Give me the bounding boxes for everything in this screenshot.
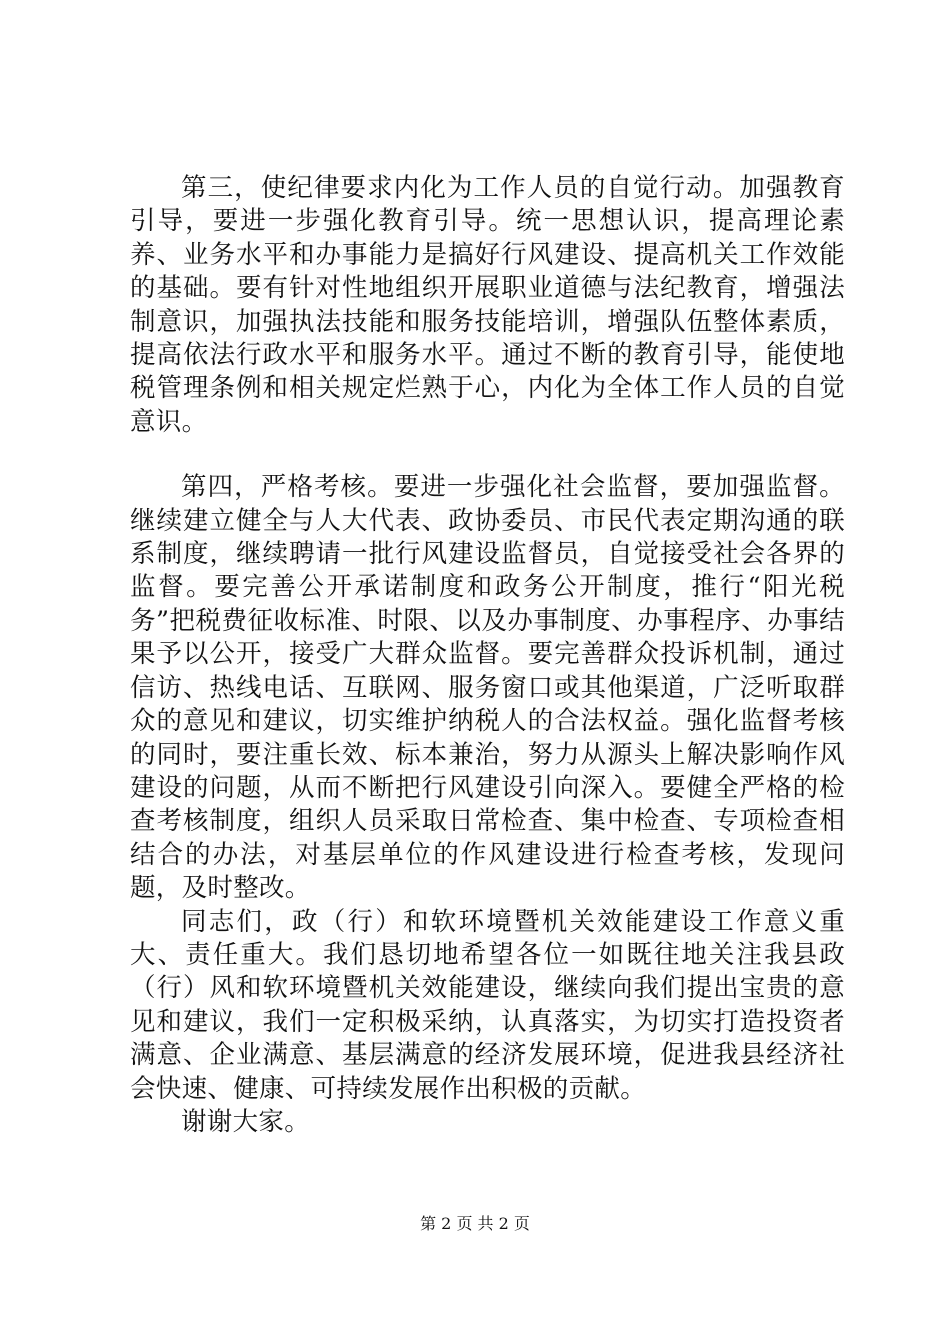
document-body bbox=[130, 172, 845, 1139]
page-number-footer: 第 2 页 共 2 页 bbox=[420, 1214, 530, 1233]
paragraph-third-point: 第三，使纪律要求内化为工作人员的自觉行动。加强教育引导，要进一步强化教育引导。统一思想认识，提高理论素养、业务水平和办事能力是搞好行风建设、提高机关工作效能的基础。要有针对性地组织开展职业道德与法纪教育，增强法制意识，加强执法技能和服务技能培训，增强队伍整体素质，提高依法行政水平和服务水平。通过不断的教育引导，能使地税管理条例和相关规定烂熟于心，内化为全体工作人员的自觉意识。 bbox=[130, 173, 845, 437]
paragraph-thanks: 谢谢大家。 bbox=[181, 1106, 311, 1137]
paragraph-closing-remarks: 同志们，政（行）和软环境暨机关效能建设工作意义重大、责任重大。我们恳切地希望各位一如既往地关注我县政（行）风和软环境暨机关效能建设，继续向我们提出宝贵的意见和建议，我们一定积极采纳，认真落实，为切实打造投资者满意、企业满意、基层满意的经济发展环境，促进我县经济社会快速、健康、可持续发展作出积极的贡献。 bbox=[130, 906, 845, 1104]
paragraph-fourth-point: 第四，严格考核。要进一步强化社会监督，要加强监督。继续建立健全与人大代表、政协委员、市民代表定期沟通的联系制度，继续聘请一批行风建设监督员，自觉接受社会各界的监督。要完善公开承诺制度和政务公开制度，推行“阳光税务”把税费征收标准、时限、以及办事制度、办事程序、办事结果予以公开，接受广大群众监督。要完善群众投诉机制，通过信访、热线电话、互联网、服务窗口或其他渠道，广泛听取群众的意见和建议，切实维护纳税人的合法权益。强化监督考核的同时，要注重长效、标本兼治，努力从源头上解决影响作风建设的问题，从而不断把行风建设引向深入。要健全严格的检查考核制度，组织人员采取日常检查、集中检查、专项检查相结合的办法，对基层单位的作风建设进行检查考核，发现问题，及时整改。 bbox=[130, 472, 845, 904]
